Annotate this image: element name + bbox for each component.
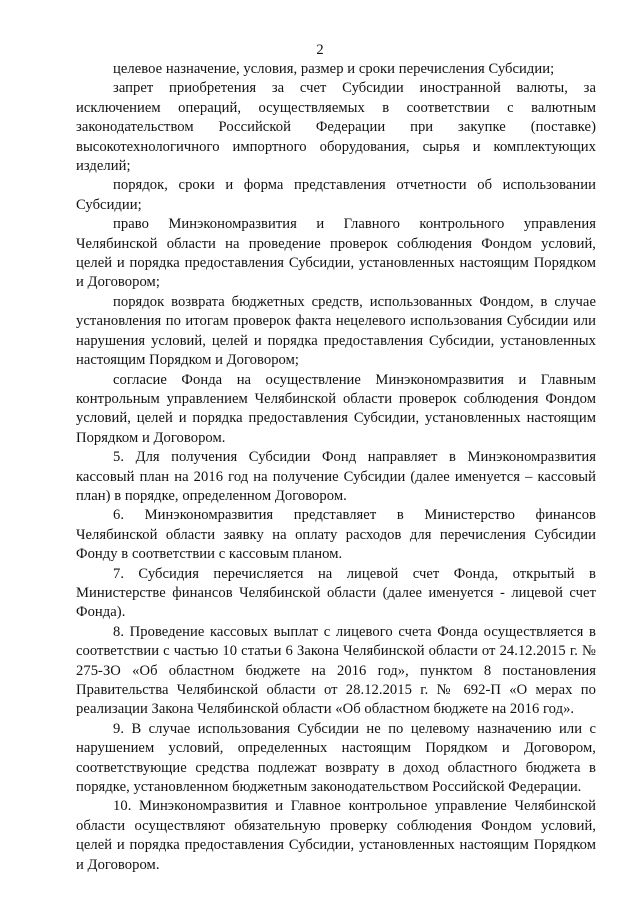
paragraph-item-7: 7. Субсидия перечисляется на лицевой счет Фонда, открытый в Министерстве финансов Челябинской области (далее именуется - лицевой счет Фонда). — [76, 565, 596, 621]
paragraph-item-6: 6. Минэкономразвития представляет в Министерство финансов Челябинской области заявку на оплату расходов для перечисления Субсидии Фонду в соответствии с кассовым планом. — [76, 507, 596, 563]
paragraph-item-10: 10. Минэкономразвития и Главное контрольное управление Челябинской области осуществляют обязательную проверку соблюдения Фондом условий, целей и порядка предоставления Субсидии, установленных настоящим Порядком и Договором. — [76, 798, 596, 873]
paragraph-purpose-conditions: целевое назначение, условия, размер и сроки перечисления Субсидии; — [113, 61, 555, 77]
paragraph-item-5: 5. Для получения Субсидии Фонд направляет в Минэкономразвития кассовый план на 2016 год на получение Субсидии (далее именуется – кассовый план) в порядке, определенном Договором. — [76, 449, 596, 504]
paragraph-currency-ban: запрет приобретения за счет Субсидии иностранной валюты, за исключением операций, осуществляемых в соответствии с валютным законодательством Российской Федерации при закупке (поставке) высокотехнологичного импортного оборудования, сырья и комплектующих изделий; — [76, 80, 596, 175]
document-body — [76, 60, 596, 875]
paragraph-reporting: порядок, сроки и форма представления отчетности об использовании Субсидии; — [76, 177, 596, 213]
page-number: 2 — [316, 42, 324, 58]
paragraph-inspection-right: право Минэкономразвития и Главного контрольного управления Челябинской области на проведение проверок соблюдения Фондом условий, целей и порядка предоставления Субсидии, установленных настоящим Порядком и Договором; — [76, 216, 596, 291]
paragraph-item-8: 8. Проведение кассовых выплат с лицевого счета Фонда осуществляется в соответствии с частью 10 статьи 6 Закона Челябинской области от 24.12.2015 г. № 275-ЗО «Об областном бюджете на 2016 год», пунктом 8 постановления Правительства Челябинской области от 28.12.2015 г. № 692-П «О мерах по реализации Закона Челябинской области «Об областном бюджете на 2016 год». — [76, 623, 596, 718]
paragraph-fund-consent: согласие Фонда на осуществление Минэкономразвития и Главным контрольным управлением Челябинской области проверок соблюдения Фондом условий, целей и порядка предоставления Субсидии, установленных настоящим Порядком и Договором. — [76, 371, 596, 446]
paragraph-item-9: 9. В случае использования Субсидии не по целевому назначению или с нарушением условий, определенных настоящим Порядком и Договором, соответствующие средства подлежат возврату в доход областного бюджета в порядке, установленном бюджетным законодательством Российской Федерации. — [76, 720, 596, 796]
paragraph-refund-procedure: порядок возврата бюджетных средств, использованных Фондом, в случае установления по итогам проверок факта нецелевого использования Субсидии или нарушения условий, целей и порядка предоставления Субсидии, установленных настоящим Порядком и Договором; — [76, 293, 596, 369]
